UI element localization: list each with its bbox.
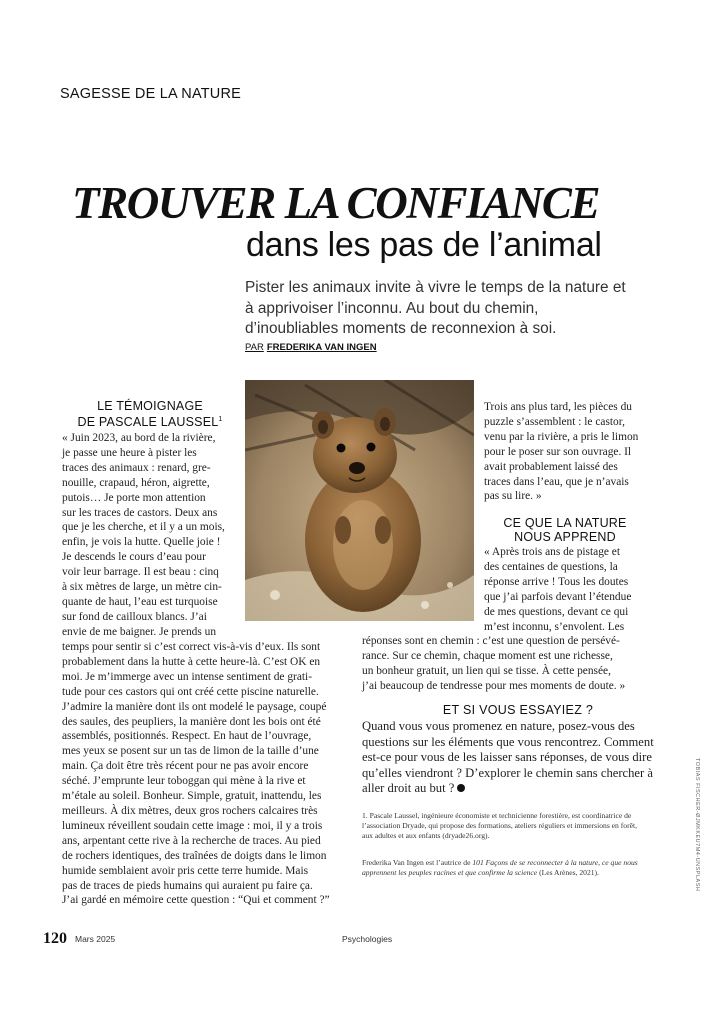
text-line: lumineux réveillent soudain cette image : moi, il y a trois (62, 819, 323, 832)
text-line: rance. Sur ce chemin, chaque moment est une richesse, (362, 649, 613, 662)
nature-wide-text (362, 634, 647, 694)
rubric: SAGESSE DE LA NATURE (60, 86, 242, 102)
text-line: probablement dans la hutte à cette heure-là. C’est OK en (62, 655, 321, 668)
text-line: que j’ai parfois devant l’étendue (484, 590, 632, 603)
byline (245, 342, 377, 353)
testimony-narrow-text (62, 431, 237, 640)
text-line: Je descends le cours d’eau pour (62, 551, 206, 564)
text-line: main. Ça doit être très récent pour ne pas avoir encore (62, 760, 309, 773)
text-line: des centaines de questions, la (484, 560, 618, 573)
text-line: sur fond de cailloux blancs. J’ai (62, 610, 207, 623)
right-column-text (484, 400, 647, 504)
text-line: traces des animaux : renard, gre- (62, 461, 211, 474)
section-heading-line1: LE TÉMOIGNAGE (97, 399, 203, 413)
text-line: puzzle s’assemblent : le castor, (484, 415, 625, 428)
page-number: 120 (43, 930, 67, 947)
text-line: séché. J’emprunte leur toboggan qui mène à la rive et (62, 775, 306, 788)
book-title: 101 Façons de se reconnecter à la nature, ce que nous apprennent les peuples racines et que confirme la science (362, 858, 638, 877)
footnote-ref: 1 (218, 416, 223, 423)
text-line: ans, arpentant cette rive à la recherche de traces. Au pied (62, 834, 321, 847)
text-line: assemblés, positionnés. Respect. En haut de l’ouvrage, (62, 730, 312, 743)
footnote-1: 1. Pascale Laussel, ingénieure économiste et technicienne forestière, est coordinatrice de l’association Dryade, qui propose des formations, ateliers réguliers et immersions en forêt, aux adultes et aux enfants (dryade26.org). (362, 811, 637, 840)
text-line: envie de me baigner. Je prends un (62, 625, 217, 638)
text-line: m’est inconnu, s’envolent. Les (484, 620, 625, 633)
byline-author: FREDERIKA VAN INGEN (266, 342, 377, 353)
text-line: sur les traces de castors. Deux ans (62, 506, 218, 519)
try-text: Quand vous vous promenez en nature, posez-vous des questions sur les éléments que vous rencontrez. Comment est-ce pour vous de les laisser sans réponses, de vous dire qu’elles viendront ? D’explorer le chemin sans chercher à aller droit au but ? (362, 719, 654, 796)
text-line: temps pour sentir si c’est correct vis-à-vis d’eux. Ils sont (62, 641, 321, 653)
nature-narrow-text (484, 545, 647, 634)
text-line: des saules, des peupliers, la manière dont les bois ont été (62, 715, 321, 728)
section-heading-testimony (70, 399, 230, 429)
byline-prefix: PAR (245, 342, 264, 353)
standfirst: Pister les animaux invite à vivre le temps de la nature et à apprivoiser l’inconnu. Au bout du chemin, d’inoubliables moments de reconnexion à soi. (245, 279, 626, 337)
text-line: pas su lire. » (484, 490, 542, 503)
text-line: moi. Je m’immerge avec un intense sentiment de grati- (62, 670, 312, 683)
testimony-wide-text (62, 640, 358, 908)
quokka-illustration (245, 380, 474, 621)
text-line: je passe une heure à pister les (62, 446, 197, 459)
text-line: de rochers identiques, des traînées de doigts dans le limon (62, 849, 327, 862)
text-line: réponses sont en chemin : c’est une question de persévé- (362, 635, 620, 647)
text-line: humide semblaient avoir pris cette terre humide. Mais (62, 864, 309, 877)
text-line: « Après trois ans de pistage et (484, 546, 621, 558)
text-line: avait probablement laissé des (484, 460, 618, 473)
text-line: quante de haut, l’eau est turquoise (62, 595, 218, 608)
text-line: m’étale au soleil. Bonheur. Simple, gratuit, inattendu, les (62, 790, 322, 803)
text-line: enfin, je vois la hutte. Quelle joie ! (62, 536, 221, 549)
article-subtitle: dans les pas de l’animal (246, 226, 602, 264)
text-line: à six mètres de large, un mètre cin- (62, 581, 222, 594)
text-line: de mes questions, devant ce qui (484, 605, 629, 618)
text-line: J’ai gardé en mémoire cette question : “Qui et comment ?” (62, 894, 330, 907)
author-note: Frederika Van Ingen est l’autrice de 101 Façons de se reconnecter à la nature, ce que nous apprennent les peuples racines et que confirme la science (Les Arènes, 2021). (362, 858, 638, 877)
photo-credit: TOBIAS FISCHER-ØJMKKEU7M4-UNSPLASH (694, 758, 700, 892)
text-line: Trois ans plus tard, les pièces du (484, 401, 632, 413)
text-line: réponse arrive ! Tous les doutes (484, 575, 629, 588)
text-line: nouille, crapaud, héron, aigrette, (62, 476, 210, 489)
quokka-photo (245, 380, 474, 621)
text-line: que je les cherche, et il y a un mois, (62, 521, 225, 534)
section-heading-line1: CE QUE LA NATURE (503, 516, 627, 530)
article-title: TROUVER LA CONFIANCE (72, 178, 600, 228)
issue-date: Mars 2025 (75, 934, 116, 944)
end-mark (457, 784, 465, 792)
section-heading-line2: NOUS APPREND (514, 530, 616, 544)
text-line: traces dans l’eau, que je n’avais (484, 475, 629, 488)
text-line: J’admire la manière dont ils ont modelé le paysage, coupé (62, 700, 327, 713)
text-line: putois… Je porte mon attention (62, 491, 206, 504)
section-heading-try: ET SI VOUS ESSAYIEZ ? (442, 703, 594, 717)
text-line: pas de traces de pieds humains qui auraient pu faire ça. (62, 879, 313, 892)
magazine-name: Psychologies (342, 934, 393, 944)
text-line: mes yeux se posent sur un tas de limon de la taille d’une (62, 745, 319, 758)
text-line: « Juin 2023, au bord de la rivière, (62, 432, 216, 444)
text-line: j’ai beaucoup de tendresse pour mes moments de doute. » (362, 679, 626, 692)
text-line: un bonheur gratuit, un lien qui se tisse. À cette pensée, (362, 664, 611, 677)
text-line: pour le poser sur son ouvrage. Il (484, 445, 632, 458)
text-line: meilleurs. À dix mètres, deux gros rochers calcaires très (62, 804, 318, 817)
text-line: venu par la rivière, a pris le limon (484, 430, 639, 443)
section-heading-line2: DE PASCALE LAUSSEL$^1$ (77, 415, 223, 430)
text-line: tude pour ces castors qui ont créé cette piscine naturelle. (62, 685, 319, 698)
text-line: voir leur barrage. Il est beau : cinq (62, 566, 219, 579)
section-heading-nature (484, 516, 646, 544)
